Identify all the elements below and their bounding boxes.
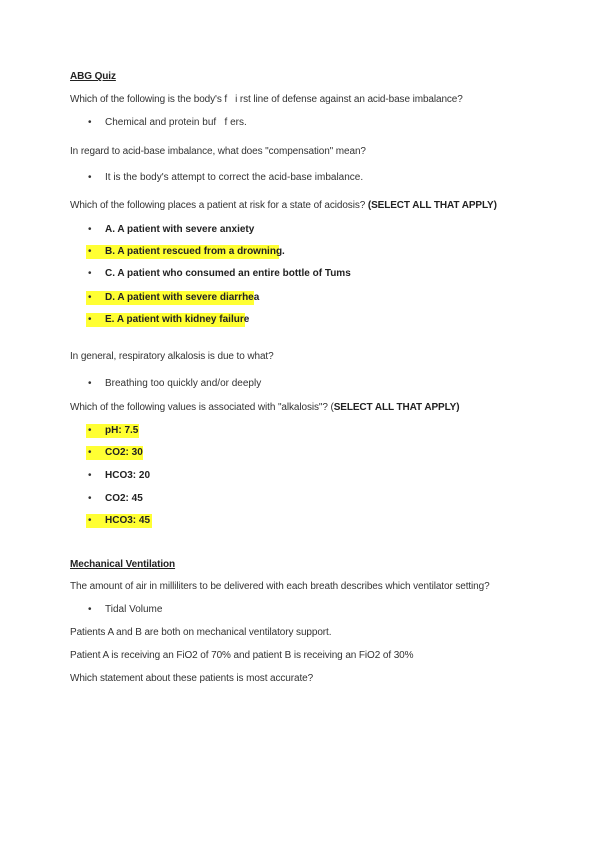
bullet-icon: • (88, 425, 92, 436)
bullet-icon: • (88, 378, 92, 389)
bullet-icon: • (88, 246, 92, 257)
vent-paragraph-2: Patient A is receiving an FiO2 of 70% and patient B is receiving an FiO2 of 30% (70, 650, 414, 661)
acidosis-option-b: • B. A patient rescued from a drowning. (88, 246, 285, 257)
vent-answer-1: • Tidal Volume (88, 604, 163, 615)
abg-quiz-heading: ABG Quiz (70, 71, 116, 82)
bullet-icon: • (88, 117, 92, 128)
acidosis-option-d: • D. A patient with severe diarrhea (88, 292, 260, 303)
bullet-icon: • (88, 493, 92, 504)
abg-question-3: Which of the following places a patient at risk for a state of acidosis? (SELECT ALL THAT APPLY) (70, 200, 497, 211)
vent-question-1: The amount of air in milliliters to be delivered with each breath describes which ventilator setting? (70, 581, 490, 592)
bullet-icon: • (88, 604, 92, 615)
bullet-icon: • (88, 470, 92, 481)
vent-paragraph-1: Patients A and B are both on mechanical ventilatory support. (70, 627, 332, 638)
alkalosis-option-hco3-20: • HCO3: 20 (88, 470, 151, 481)
alkalosis-option-co2-45: • CO2: 45 (88, 493, 143, 504)
alkalosis-option-hco3-45: • HCO3: 45 (88, 515, 151, 526)
abg-question-5: Which of the following values is associated with "alkalosis"? (SELECT ALL THAT APPLY) (70, 402, 460, 413)
mechanical-ventilation-heading: Mechanical Ventilation (70, 559, 176, 570)
alkalosis-option-ph: • pH: 7.5 (88, 425, 139, 436)
bullet-icon: • (88, 172, 92, 183)
bullet-icon: • (88, 224, 92, 235)
abg-answer-2: • It is the body's attempt to correct the acid-base imbalance. (88, 172, 364, 183)
abg-answer-4: • Breathing too quickly and/or deeply (88, 378, 262, 389)
bullet-icon: • (88, 314, 92, 325)
bullet-icon: • (88, 268, 92, 279)
alkalosis-option-co2-30: • CO2: 30 (88, 447, 143, 458)
acidosis-option-e: • E. A patient with kidney failure (88, 314, 250, 325)
abg-question-2: In regard to acid-base imbalance, what does "compensation" mean? (70, 146, 366, 157)
vent-paragraph-3: Which statement about these patients is most accurate? (70, 673, 314, 684)
bullet-icon: • (88, 292, 92, 303)
bullet-icon: • (88, 515, 92, 526)
bullet-icon: • (88, 447, 92, 458)
acidosis-option-a: • A. A patient with severe anxiety (88, 224, 255, 235)
acidosis-option-c: • C. A patient who consumed an entire bottle of Tums (88, 268, 351, 279)
abg-question-1: Which of the following is the body's f i rst line of defense against an acid-base imbalance? (70, 94, 463, 105)
abg-question-4: In general, respiratory alkalosis is due to what? (70, 351, 274, 362)
abg-answer-1: • Chemical and protein buf f ers. (88, 117, 247, 128)
